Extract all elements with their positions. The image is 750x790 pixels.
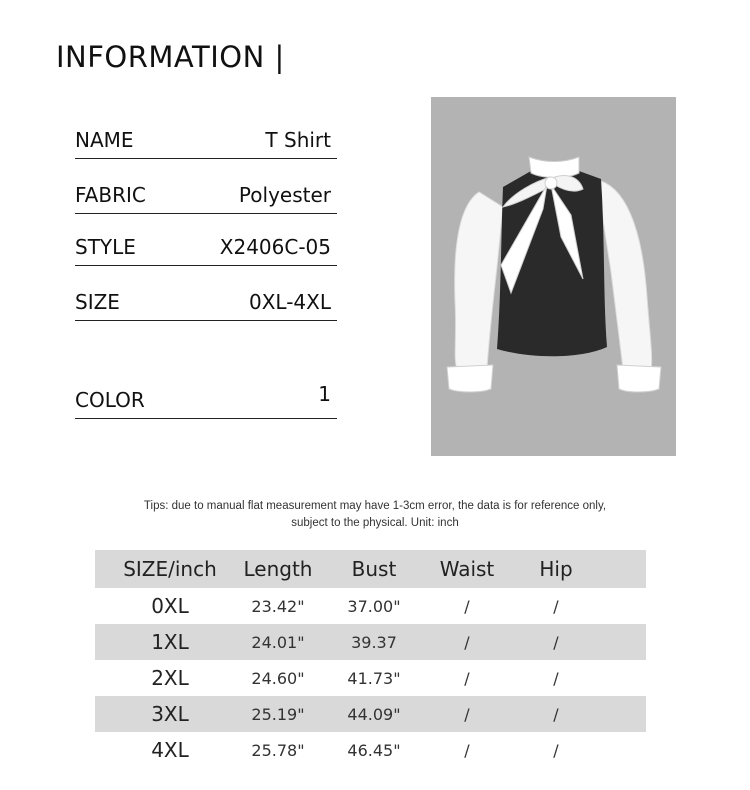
info-value: 1 <box>318 382 331 406</box>
table-header-cell: Waist <box>439 557 495 581</box>
info-row-size <box>75 276 337 321</box>
info-value: X2406C-05 <box>219 235 331 259</box>
info-value: 0XL-4XL <box>248 290 331 314</box>
info-label: SIZE <box>75 290 120 314</box>
table-header-cell: Bust <box>351 557 397 581</box>
table-cell-size: 3XL <box>151 702 189 726</box>
table-cell-size: 0XL <box>151 594 189 618</box>
info-label: NAME <box>75 128 134 152</box>
table-cell-length: 24.60" <box>251 668 305 688</box>
table-cell-hip: / <box>553 596 559 616</box>
info-label: COLOR <box>75 388 145 412</box>
table-cell-bust: 37.00" <box>347 596 401 616</box>
table-cell-length: 25.78" <box>251 740 305 760</box>
table-cell-bust: 39.37 <box>351 632 397 652</box>
info-value: T Shirt <box>265 128 331 152</box>
product-photo <box>431 97 676 456</box>
left-sleeve <box>455 192 503 369</box>
measurement-tips <box>80 498 670 532</box>
table-cell-length: 24.01" <box>251 632 305 652</box>
table-cell-bust: 46.45" <box>347 740 401 760</box>
table-cell-size: 1XL <box>151 630 189 654</box>
info-value: Polyester <box>238 183 331 207</box>
info-row-color <box>75 374 337 419</box>
table-cell-hip: / <box>553 632 559 652</box>
table-cell-hip: / <box>553 740 559 760</box>
table-row <box>95 660 646 696</box>
table-header-cell: SIZE/inch <box>123 557 217 581</box>
table-cell-bust: 41.73" <box>347 668 401 688</box>
table-cell-waist: / <box>464 668 470 688</box>
blouse-illustration <box>431 97 676 456</box>
info-row-fabric <box>75 169 337 214</box>
info-label: FABRIC <box>75 183 146 207</box>
info-row-style <box>75 221 337 266</box>
bow-knot <box>545 177 557 189</box>
table-cell-size: 4XL <box>151 738 189 762</box>
table-cell-hip: / <box>553 668 559 688</box>
right-sleeve <box>601 181 652 369</box>
table-cell-waist: / <box>464 596 470 616</box>
info-label: STYLE <box>75 235 136 259</box>
table-header-cell: Hip <box>539 557 573 581</box>
right-cuff <box>617 365 661 392</box>
table-row <box>95 588 646 624</box>
table-cell-bust: 44.09" <box>347 704 401 724</box>
collar <box>529 157 579 178</box>
tips-line-2: subject to the physical. Unit: inch <box>291 517 459 529</box>
table-header-row <box>95 550 646 588</box>
table-cell-size: 2XL <box>151 666 189 690</box>
table-cell-waist: / <box>464 740 470 760</box>
left-cuff <box>447 365 493 392</box>
table-cell-length: 23.42" <box>251 596 305 616</box>
table-row <box>95 732 646 768</box>
table-row <box>95 696 646 732</box>
page-title: INFORMATION | <box>56 40 285 74</box>
info-row-name <box>75 114 337 159</box>
table-cell-waist: / <box>464 632 470 652</box>
size-table <box>95 550 646 768</box>
table-cell-hip: / <box>553 704 559 724</box>
table-row <box>95 624 646 660</box>
table-cell-length: 25.19" <box>251 704 305 724</box>
tips-line-1: Tips: due to manual flat measurement may have 1-3cm error, the data is for reference only, <box>143 500 607 512</box>
table-cell-waist: / <box>464 704 470 724</box>
table-header-cell: Length <box>243 557 313 581</box>
